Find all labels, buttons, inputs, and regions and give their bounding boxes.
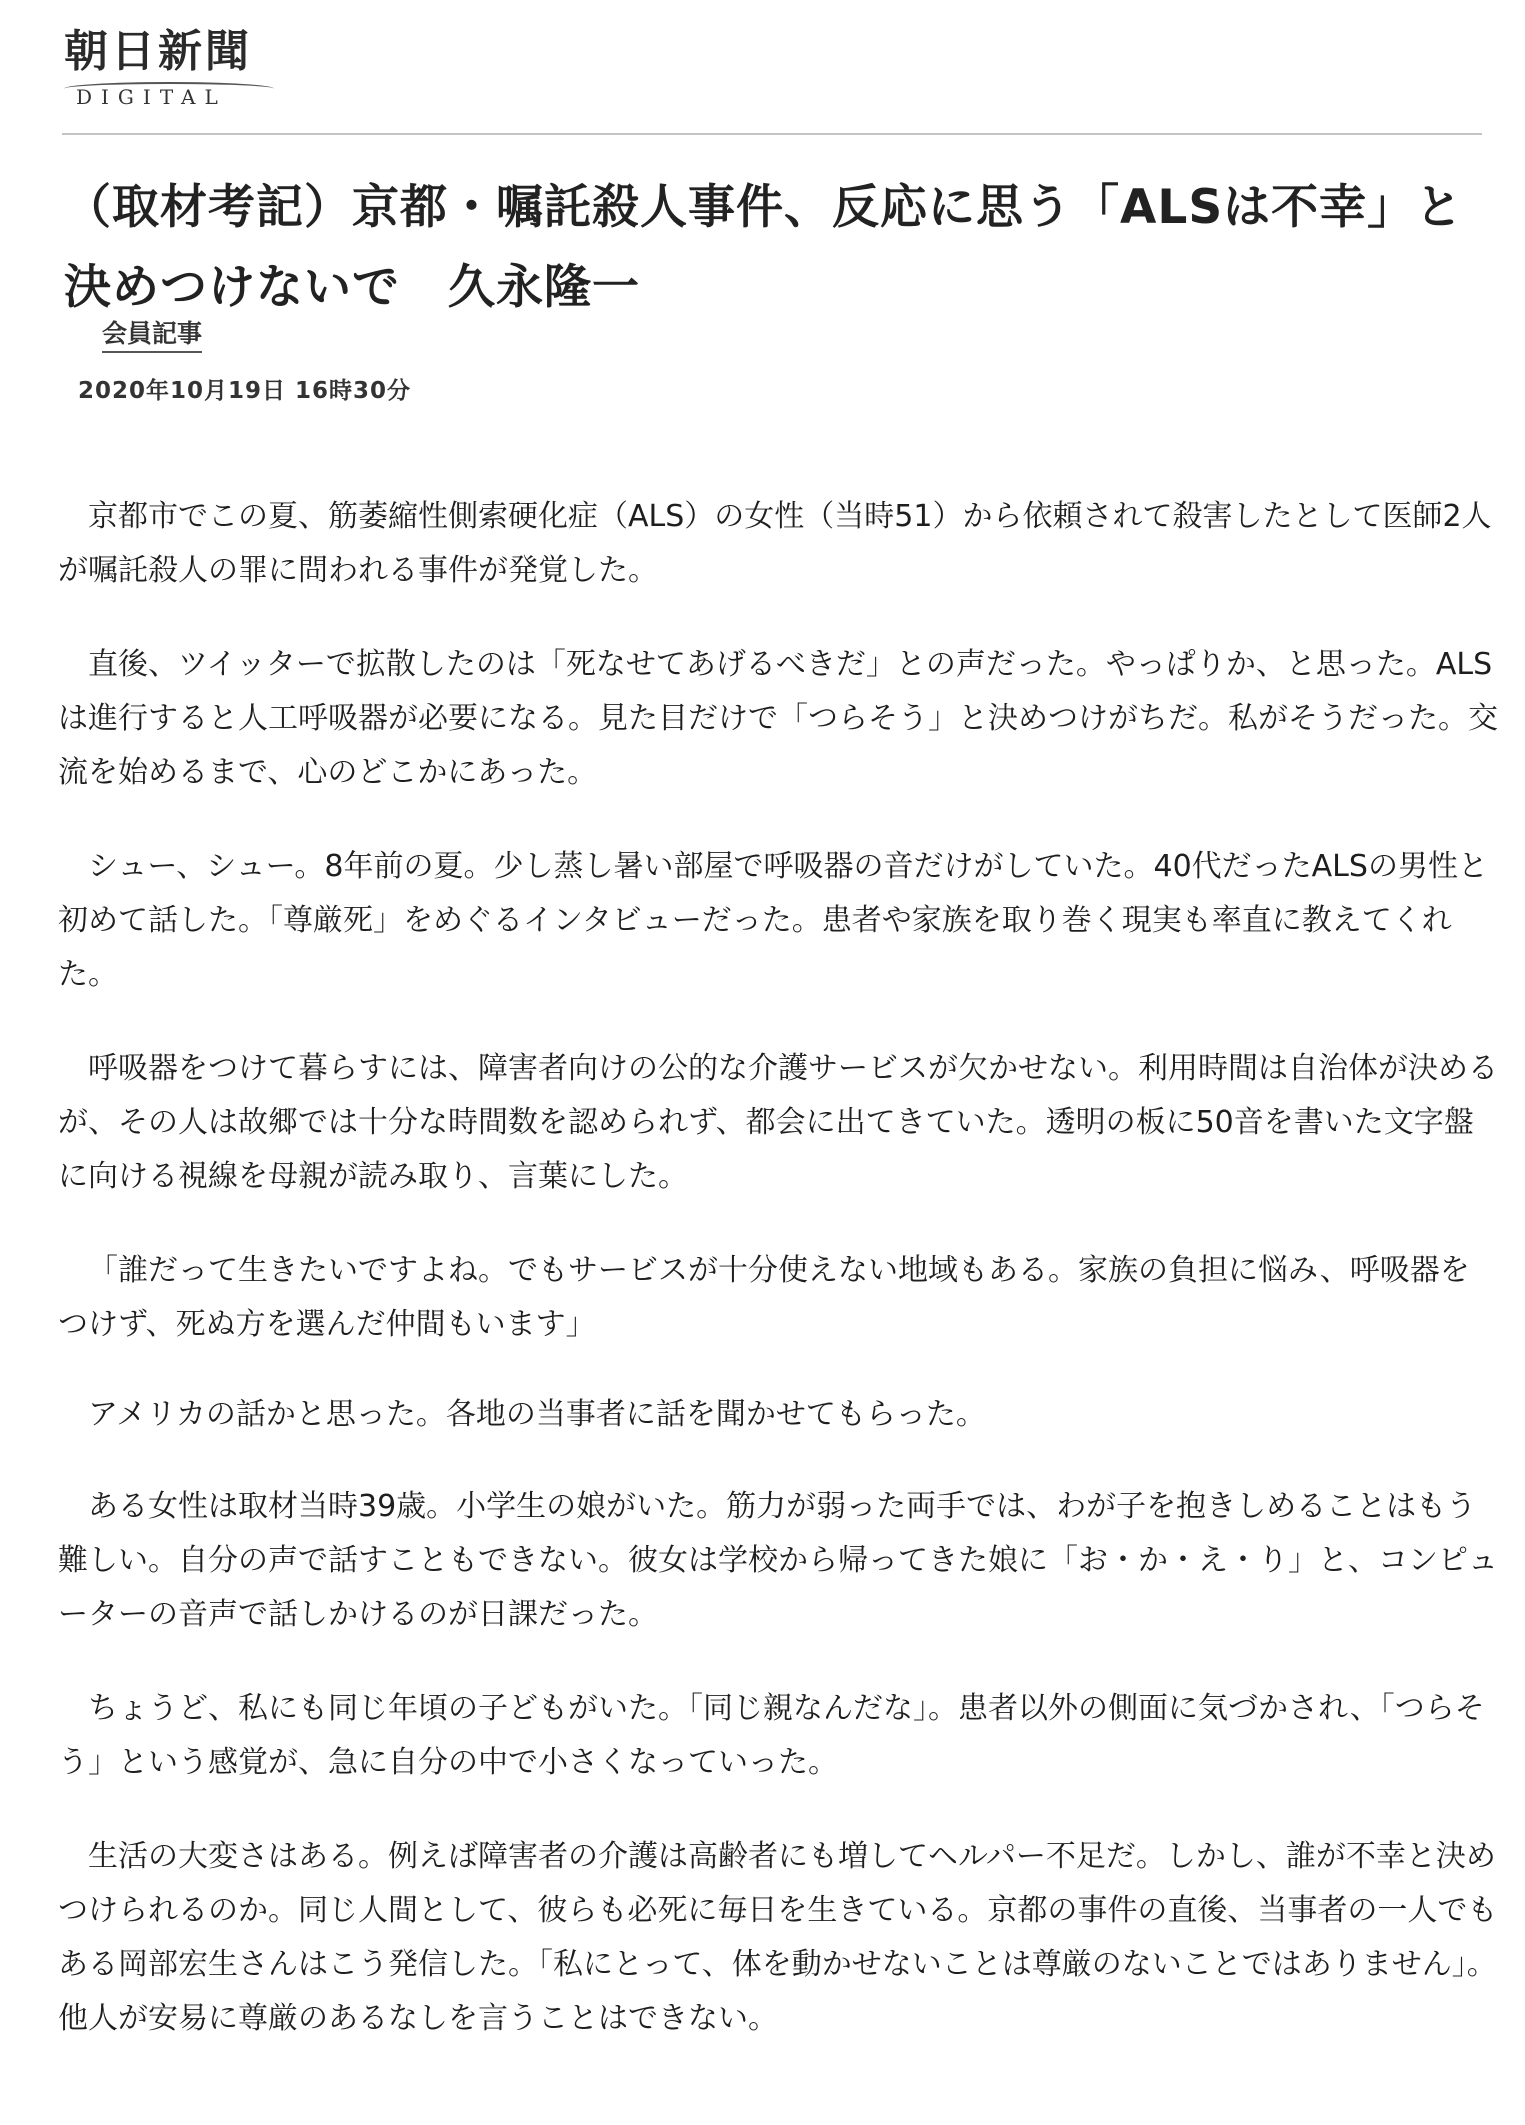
article-paragraph: 生活の大変さはある。例えば障害者の介護は高齢者にも増してヘルパー不足だ。しかし、誰が不幸と決めつけられるのか。同じ人間として、彼らも必死に毎日を生きている。京都の事件の直後、当事者の一人でもある岡部宏生さんはこう発信した。「私にとって、体を動かせないことは尊厳のないことではありません」。他人が安易に尊厳のあるなしを言うことはできない。 <box>58 1839 1498 2036</box>
asahi-digital-logo[interactable] <box>64 28 274 108</box>
article-paragraph: 呼吸器をつけて暮らすには、障害者向けの公的な介護サービスが欠かせない。利用時間は自治体が決めるが、その人は故郷では十分な時間数を認められず、都会に出てきていた。透明の板に50音を書いた文字盤に向ける視線を母親が読み取り、言葉にした。 <box>58 1051 1498 1194</box>
article-paragraph: ちょうど、私にも同じ年頃の子どもがいた。「同じ親なんだな」。患者以外の側面に気づかされ、「つらそう」という感覚が、急に自分の中で小さくなっていった。 <box>58 1691 1485 1780</box>
logo-wordmark: 朝日新聞 <box>64 26 252 77</box>
article-body <box>58 490 1498 2046</box>
member-article-badge[interactable]: 会員記事 <box>102 318 202 353</box>
article-paragraph: ある女性は取材当時39歳。小学生の娘がいた。筋力が弱った両手では、わが子を抱きしめることはもう難しい。自分の声で話すこともできない。彼女は学校から帰ってきた娘に「お・か・え・り」と、コンピューターの音声で話しかけるのが日課だった。 <box>58 1489 1498 1632</box>
article-title: （取材考記）京都・嘱託殺人事件、反応に思う「ALSは不幸」と決めつけないで 久永隆一 <box>64 180 1464 315</box>
article-paragraph: 「誰だって生きたいですよね。でもサービスが十分使えない地域もある。家族の負担に悩み、呼吸器をつけず、死ぬ方を選んだ仲間もいます」 <box>58 1253 1470 1342</box>
header-divider <box>62 133 1482 135</box>
article-paragraph: 京都市でこの夏、筋萎縮性側索硬化症（ALS）の女性（当時51）から依頼されて殺害したとして医師2人が嘱託殺人の罪に問われる事件が発覚した。 <box>58 499 1492 588</box>
article-paragraph: アメリカの話かと思った。各地の当事者に話を聞かせてもらった。 <box>88 1397 986 1432</box>
logo-subtitle: DIGITAL <box>64 82 274 108</box>
article-paragraph: 直後、ツイッターで拡散したのは「死なせてあげるべきだ」との声だった。やっぱりか、と思った。ALSは進行すると人工呼吸器が必要になる。見た目だけで「つらそう」と決めつけがちだ。私がそうだった。交流を始めるまで、心のどこかにあった。 <box>58 647 1498 790</box>
article-paragraph: シュー、シュー。8年前の夏。少し蒸し暑い部屋で呼吸器の音だけがしていた。40代だったALSの男性と初めて話した。「尊厳死」をめぐるインタビューだった。患者や家族を取り巻く現実も率直に教えてくれた。 <box>58 849 1488 992</box>
publish-date: 2020年10月19日 16時30分 <box>78 378 412 404</box>
